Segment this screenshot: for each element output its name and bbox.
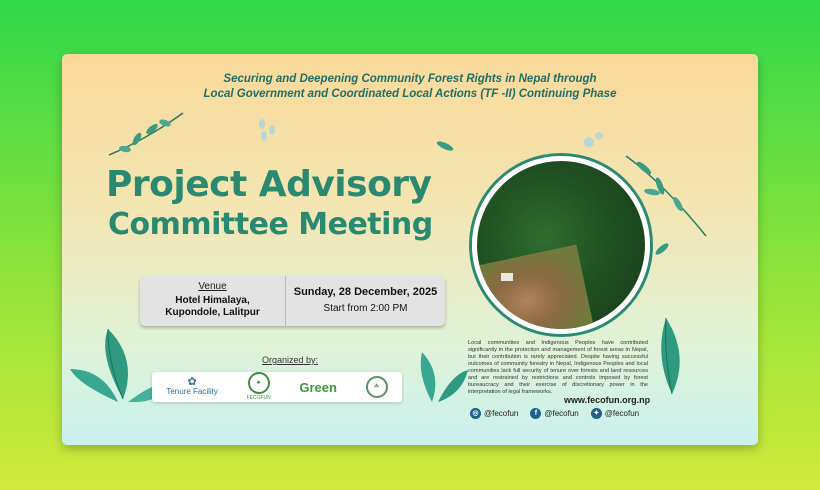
title-line-2: Committee Meeting [108,207,433,242]
hut-shape [501,273,513,281]
fecofun-text: FECOFUN [246,394,271,401]
bubbles-icon [582,129,608,151]
facebook-link[interactable] [530,408,578,419]
drifting-leaf-icon [652,239,672,259]
social-links [470,408,639,419]
instagram-link[interactable] [470,408,518,419]
venue-line-1: Hotel Himalaya, [175,295,250,306]
green-logo: Green [299,379,337,395]
subtitle-line-1: Securing and Deepening Community Forest Rights in Nepal through [223,73,597,85]
venue-section [140,276,286,326]
twitter-link[interactable] [591,408,639,419]
project-subtitle [62,72,758,102]
small-leaf-icon [434,139,456,153]
partner-seal-logo [366,376,388,398]
tenure-facility-icon: ✿ [187,376,197,388]
event-poster [62,54,758,445]
forest-photo [472,156,650,334]
tenure-facility-text: Tenure Facility [166,387,218,396]
organized-by-label: Organized by: [262,355,319,365]
tenure-facility-logo [166,378,218,396]
event-date: Sunday, 28 December, 2025 [293,286,438,298]
partner-seal-icon: ☘ [366,376,388,398]
branch-leaves-icon [107,109,187,159]
bottom-leaves-icon [402,344,472,404]
forest-clearing [472,245,595,334]
raindrops-icon [254,116,284,146]
facebook-handle: @fecofun [544,409,579,418]
subtitle-line-2: Local Government and Coordinated Local Actions (TF -II) Continuing Phase [203,88,617,100]
twitter-icon: ✦ [591,408,602,419]
schedule-section [286,276,445,326]
tall-leaf-icon [652,316,692,396]
event-title [106,164,433,244]
instagram-handle: @fecofun [484,409,519,418]
fecofun-seal-icon: ♣ [248,372,270,394]
title-line-1: Project Advisory [106,164,432,205]
twitter-handle: @fecofun [604,409,640,418]
event-time: Start from 2:00 PM [323,303,408,314]
description-text: Local communities and Indigenous Peoples have contributed significantly in the protection and management of forest areas in Nepal, but their contribution is rarely appreciated. Despite having successful outcomes of community forestry in Nepal, Indigenous Peoples and local communities lack full security of tenure over forests and land resources and are restrained by restrictions and controls imposed by forest bureaucracy and their exercise of discretionary power in the interpretation of legal frameworks. [468,340,648,395]
event-info-box [140,276,445,326]
instagram-icon: ◎ [470,408,481,419]
venue-label: Venue [198,281,227,292]
facebook-icon: f [530,408,541,419]
organizer-logos [152,372,402,402]
fecofun-logo [247,372,271,403]
venue-line-2: Kupondole, Lalitpur [165,307,260,318]
website-link[interactable]: www.fecofun.org.np [564,395,651,405]
